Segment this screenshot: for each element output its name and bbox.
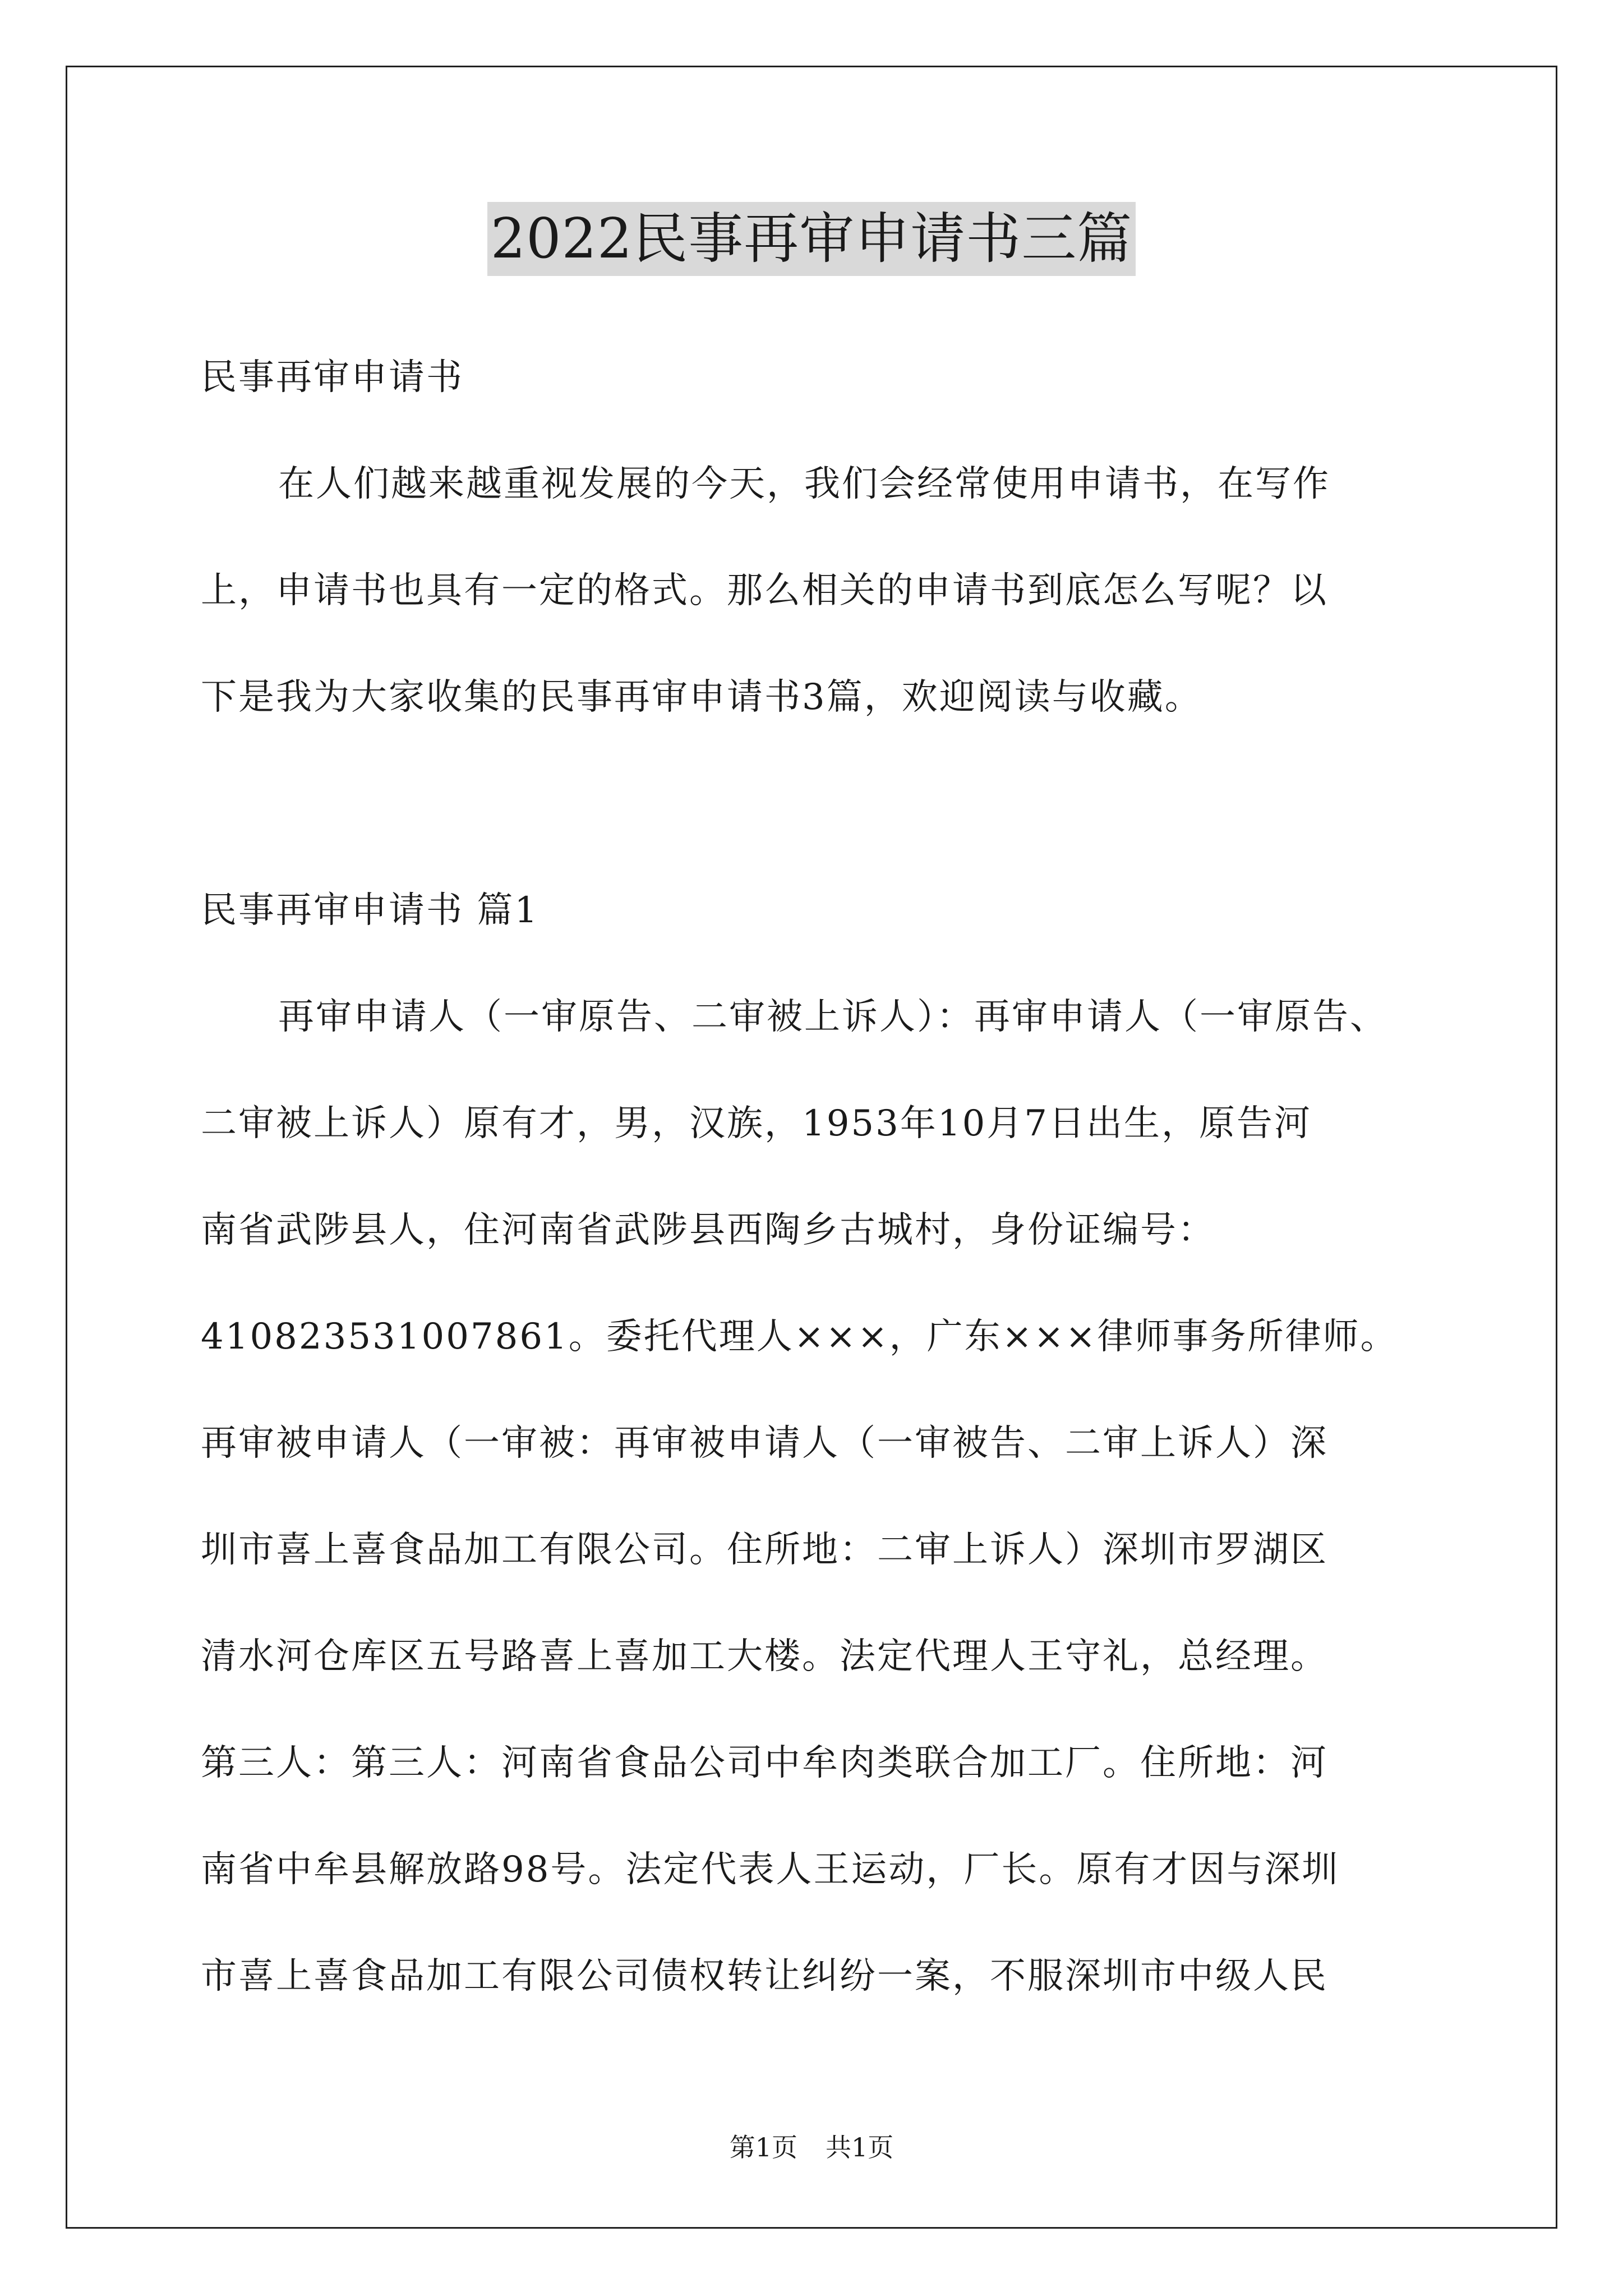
body-line-5[interactable]: 再审被申请人（一审被：再审被申请人（一审被告、二审上诉人）深 (201, 1423, 1328, 1464)
body-line-6[interactable]: 圳市喜上喜食品加工有限公司。住所地：二审上诉人）深圳市罗湖区 (201, 1529, 1328, 1571)
page-number: 第1页 (729, 2132, 797, 2162)
body-line-1[interactable]: 再审申请人（一审原告、二审被上诉人）：再审申请人（一审原告、 (278, 996, 1387, 1038)
page-footer (0, 2131, 1623, 2164)
body-line-4[interactable]: 410823531007861。委托代理人×××，广东×××律师事务所律师。 (201, 1316, 1398, 1358)
intro-line-3[interactable]: 下是我为大家收集的民事再审申请书3篇，欢迎阅读与收藏。 (201, 677, 1202, 718)
title-container (0, 202, 1623, 276)
intro-line-2[interactable]: 上，申请书也具有一定的格式。那么相关的申请书到底怎么写呢？以 (201, 570, 1328, 611)
intro-line-1[interactable]: 在人们越来越重视发展的今天，我们会经常使用申请书，在写作 (278, 463, 1330, 505)
body-line-7[interactable]: 清水河仓库区五号路喜上喜加工大楼。法定代理人王守礼，总经理。 (201, 1636, 1328, 1677)
document-title[interactable]: 2022民事再审申请书三篇 (487, 202, 1136, 276)
body-line-10[interactable]: 市喜上喜食品加工有限公司债权转让纠纷一案，不服深圳市中级人民 (201, 1955, 1328, 1997)
part-1-heading[interactable]: 民事再审申请书 篇1 (201, 890, 540, 931)
section-heading[interactable]: 民事再审申请书 (201, 357, 464, 398)
body-line-2[interactable]: 二审被上诉人）原有才，男，汉族，1953年10月7日出生，原告河 (201, 1103, 1312, 1144)
body-line-9[interactable]: 南省中牟县解放路98号。法定代表人王运动，厂长。原有才因与深圳 (201, 1849, 1340, 1890)
page-total: 共1页 (826, 2132, 894, 2162)
body-line-8[interactable]: 第三人：第三人：河南省食品公司中牟肉类联合加工厂。住所地：河 (201, 1742, 1328, 1784)
body-line-3[interactable]: 南省武陟县人，住河南省武陟县西陶乡古城村，身份证编号： (201, 1209, 1215, 1251)
